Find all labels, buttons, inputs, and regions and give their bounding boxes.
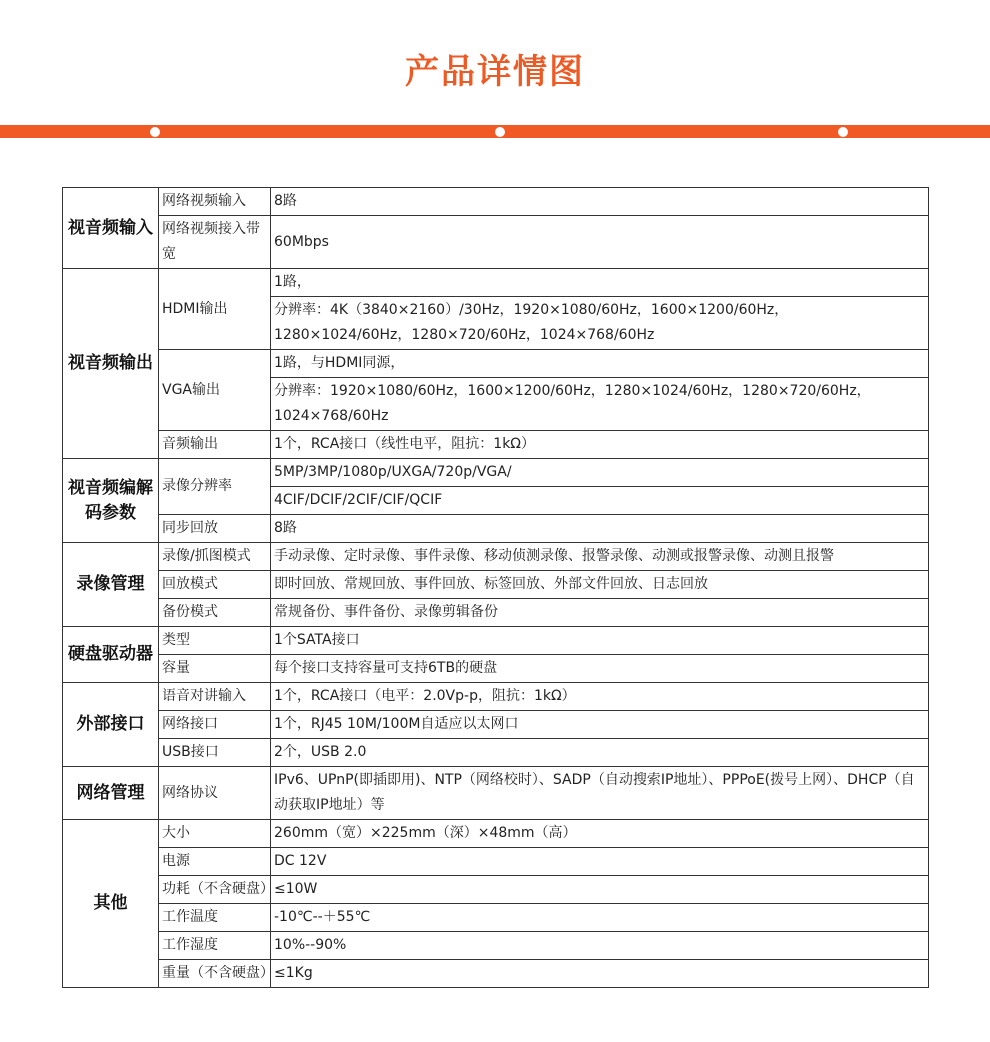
spec-row — [63, 876, 929, 904]
spec-row — [63, 431, 929, 459]
spec-category: 录像管理 — [63, 543, 159, 627]
divider-dot — [838, 127, 848, 137]
spec-value: 1路，与HDMI同源， — [271, 350, 929, 378]
spec-row — [63, 960, 929, 988]
spec-value: 4CIF/DCIF/2CIF/CIF/QCIF — [271, 487, 929, 515]
divider-dot — [150, 127, 160, 137]
spec-row — [63, 350, 929, 378]
spec-value: ≤10W — [271, 876, 929, 904]
spec-param: 回放模式 — [159, 571, 271, 599]
spec-param: 网络接口 — [159, 711, 271, 739]
spec-category: 硬盘驱动器 — [63, 627, 159, 683]
spec-category: 视音频输入 — [63, 188, 159, 269]
spec-row — [63, 848, 929, 876]
spec-param: 音频输出 — [159, 431, 271, 459]
spec-value: 1个，RCA接口（电平：2.0Vp-p，阻抗：1kΩ） — [271, 683, 929, 711]
spec-value: 8路 — [271, 515, 929, 543]
spec-param: 类型 — [159, 627, 271, 655]
spec-row — [63, 627, 929, 655]
spec-value: 260mm（宽）×225mm（深）×48mm（高） — [271, 820, 929, 848]
spec-value: 5MP/3MP/1080p/UXGA/720p/VGA/ — [271, 459, 929, 487]
spec-row — [63, 515, 929, 543]
spec-param: VGA输出 — [159, 350, 271, 431]
spec-row — [63, 269, 929, 297]
spec-param: 功耗（不含硬盘） — [159, 876, 271, 904]
spec-param: 工作温度 — [159, 904, 271, 932]
spec-param: 容量 — [159, 655, 271, 683]
spec-param: 网络视频接入带宽 — [159, 216, 271, 269]
spec-value: 10%--90% — [271, 932, 929, 960]
spec-value: 1路， — [271, 269, 929, 297]
spec-table — [62, 187, 929, 988]
spec-category: 外部接口 — [63, 683, 159, 767]
spec-value: 分辨率：1920×1080/60Hz，1600×1200/60Hz，1280×1024/60Hz，1280×720/60Hz，1024×768/60Hz — [271, 378, 929, 431]
spec-row — [63, 904, 929, 932]
spec-row — [63, 767, 929, 820]
spec-param: 录像分辨率 — [159, 459, 271, 515]
spec-value: 2个，USB 2.0 — [271, 739, 929, 767]
spec-category: 其他 — [63, 820, 159, 988]
spec-value: 分辨率：4K（3840×2160）/30Hz，1920×1080/60Hz，1600×1200/60Hz，1280×1024/60Hz，1280×720/60Hz，1024×768/60Hz — [271, 297, 929, 350]
spec-row — [63, 571, 929, 599]
spec-value: -10℃--＋55℃ — [271, 904, 929, 932]
spec-value: 1个，RCA接口（线性电平，阻抗：1kΩ） — [271, 431, 929, 459]
spec-row — [63, 459, 929, 487]
spec-param: 工作湿度 — [159, 932, 271, 960]
spec-table-body — [63, 188, 929, 988]
spec-param: 录像/抓图模式 — [159, 543, 271, 571]
spec-row — [63, 188, 929, 216]
spec-row — [63, 599, 929, 627]
spec-param: 语音对讲输入 — [159, 683, 271, 711]
spec-param: 同步回放 — [159, 515, 271, 543]
spec-value: 1个SATA接口 — [271, 627, 929, 655]
spec-category: 视音频输出 — [63, 269, 159, 459]
spec-row — [63, 655, 929, 683]
page-title: 产品详情图 — [405, 52, 585, 92]
spec-row — [63, 543, 929, 571]
spec-row — [63, 932, 929, 960]
spec-param: 电源 — [159, 848, 271, 876]
spec-value: 即时回放、常规回放、事件回放、标签回放、外部文件回放、日志回放 — [271, 571, 929, 599]
spec-value: DC 12V — [271, 848, 929, 876]
spec-row — [63, 216, 929, 269]
spec-value: 手动录像、定时录像、事件录像、移动侦测录像、报警录像、动测或报警录像、动测且报警 — [271, 543, 929, 571]
spec-row — [63, 820, 929, 848]
spec-category: 视音频编解码参数 — [63, 459, 159, 543]
spec-row — [63, 683, 929, 711]
spec-param: 备份模式 — [159, 599, 271, 627]
spec-param: 重量（不含硬盘） — [159, 960, 271, 988]
spec-param: USB接口 — [159, 739, 271, 767]
spec-param: 网络视频输入 — [159, 188, 271, 216]
spec-value: 8路 — [271, 188, 929, 216]
spec-row — [63, 739, 929, 767]
spec-param: 网络协议 — [159, 767, 271, 820]
spec-param: HDMI输出 — [159, 269, 271, 350]
spec-value: IPv6、UPnP(即插即用)、NTP（网络校时）、SADP（自动搜索IP地址）、PPPoE(拨号上网）、DHCP（自动获取IP地址）等 — [271, 767, 929, 820]
divider-dot — [495, 127, 505, 137]
spec-value: 1个，RJ45 10M/100M自适应以太网口 — [271, 711, 929, 739]
spec-value: 60Mbps — [271, 216, 929, 269]
spec-value: 常规备份、事件备份、录像剪辑备份 — [271, 599, 929, 627]
spec-value: ≤1Kg — [271, 960, 929, 988]
spec-row — [63, 711, 929, 739]
spec-param: 大小 — [159, 820, 271, 848]
spec-category: 网络管理 — [63, 767, 159, 820]
spec-value: 每个接口支持容量可支持6TB的硬盘 — [271, 655, 929, 683]
